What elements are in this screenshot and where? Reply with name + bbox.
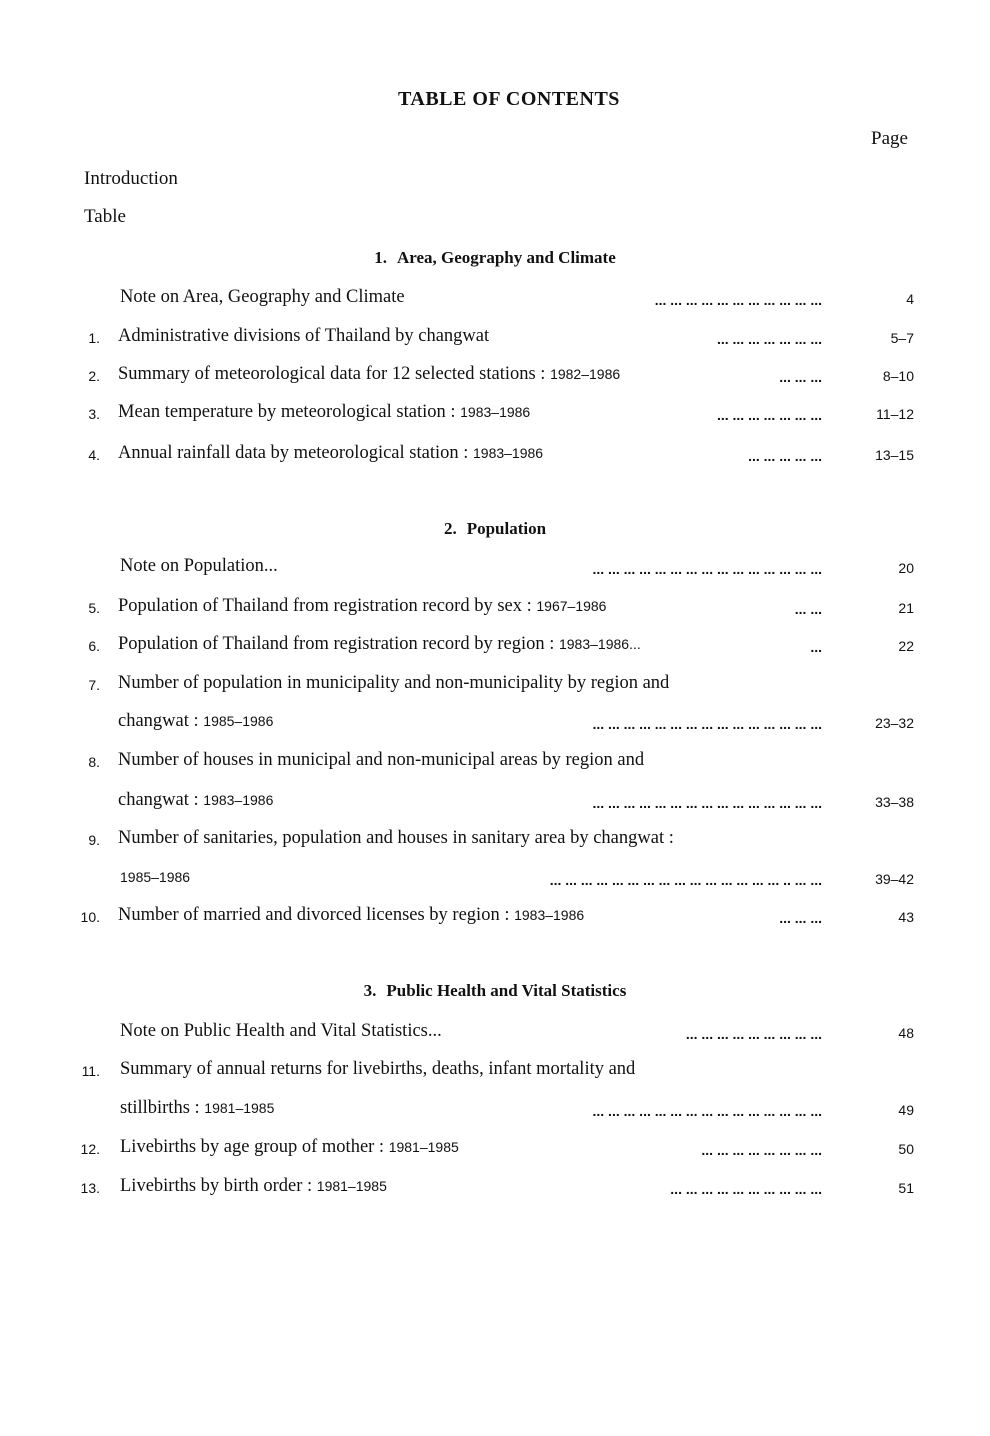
dot-leader: ... ... bbox=[794, 601, 822, 617]
section-title: Public Health and Vital Statistics bbox=[386, 981, 627, 1000]
dot-leader: ... ... ... ... ... ... ... ... ... ... ... bbox=[654, 292, 822, 308]
toc-entry[interactable] bbox=[0, 402, 990, 430]
entry-title-continued: changwat : 1983–1986 bbox=[118, 790, 274, 810]
year-range: 1981–1985 bbox=[388, 1139, 459, 1155]
page-title: TABLE OF CONTENTS bbox=[398, 88, 620, 110]
toc-entry-continuation[interactable] bbox=[0, 1098, 990, 1126]
page-number: 13–15 bbox=[875, 447, 914, 463]
page-number: 20 bbox=[898, 560, 914, 576]
table-number: 4. bbox=[88, 447, 100, 463]
table-number: 8. bbox=[88, 754, 100, 770]
section-heading-1 bbox=[0, 248, 990, 268]
page-number: 43 bbox=[898, 909, 914, 925]
entry-title: Summary of annual returns for livebirths, deaths, infant mortality and bbox=[120, 1059, 636, 1079]
year-range: 1983–1986 bbox=[514, 907, 585, 923]
toc-entry[interactable] bbox=[0, 326, 990, 354]
section-heading-2 bbox=[0, 519, 990, 539]
page-number: 39–42 bbox=[875, 871, 914, 887]
entry-title: Summary of meteorological data for 12 selected stations : 1982–1986 bbox=[118, 364, 621, 384]
year-range: 1985–1986 bbox=[203, 713, 274, 729]
dot-leader: ... ... ... ... ... ... ... ... ... ... ... ... ... ... ... bbox=[592, 1103, 822, 1119]
year-range: 1981–1985 bbox=[316, 1178, 387, 1194]
dot-leader: ... ... ... ... ... bbox=[748, 448, 822, 464]
toc-entry[interactable] bbox=[0, 596, 990, 624]
toc-entry[interactable] bbox=[0, 905, 990, 933]
toc-entry[interactable] bbox=[0, 287, 990, 315]
table-number: 10. bbox=[80, 909, 100, 925]
dot-leader: ... ... ... ... ... ... ... ... bbox=[701, 1142, 822, 1158]
table-label: Table bbox=[84, 206, 126, 227]
year-range: 1983–1986 bbox=[473, 445, 544, 461]
page-number: 5–7 bbox=[890, 330, 914, 346]
toc-entry[interactable] bbox=[0, 1021, 990, 1049]
dot-leader: ... ... ... ... ... ... ... ... ... bbox=[685, 1026, 822, 1042]
toc-entry[interactable] bbox=[0, 634, 990, 662]
table-number: 5. bbox=[88, 600, 100, 616]
toc-entry[interactable] bbox=[0, 556, 990, 584]
section-number: 1. bbox=[374, 248, 387, 267]
toc-entry-continuation[interactable] bbox=[0, 711, 990, 739]
toc-entry[interactable] bbox=[0, 1137, 990, 1165]
table-number: 3. bbox=[88, 406, 100, 422]
dot-leader: ... ... ... ... ... ... ... ... ... ... ... ... ... ... ... bbox=[592, 795, 822, 811]
section-title: Area, Geography and Climate bbox=[396, 248, 616, 267]
table-number: 11. bbox=[81, 1063, 100, 1079]
entry-title: Administrative divisions of Thailand by changwat bbox=[118, 326, 490, 346]
table-number: 9. bbox=[88, 832, 100, 848]
toc-entry[interactable] bbox=[0, 673, 990, 701]
dot-leader: ... ... ... ... ... ... ... bbox=[716, 407, 822, 423]
page-number: 50 bbox=[898, 1141, 914, 1157]
dot-leader: ... ... ... bbox=[779, 910, 822, 926]
dot-leader: ... ... ... ... ... ... ... bbox=[716, 331, 822, 347]
entry-title: Number of population in municipality and non-municipality by region and bbox=[118, 673, 670, 693]
table-number: 7. bbox=[88, 677, 100, 693]
toc-entry-continuation[interactable] bbox=[0, 790, 990, 818]
entry-title-continued bbox=[120, 867, 190, 888]
introduction-link[interactable]: Introduction bbox=[84, 168, 178, 189]
entry-title: Livebirths by age group of mother : 1981–1985 bbox=[120, 1137, 459, 1157]
page-column-label: Page bbox=[871, 128, 908, 149]
year-range: 1983–1986 bbox=[203, 792, 274, 808]
page-number: 22 bbox=[898, 638, 914, 654]
entry-title-continued: changwat : 1985–1986 bbox=[118, 711, 274, 731]
page-number: 8–10 bbox=[882, 368, 914, 384]
table-number: 2. bbox=[88, 368, 100, 384]
toc-entry[interactable] bbox=[0, 828, 990, 856]
entry-title: Number of houses in municipal and non-municipal areas by region and bbox=[118, 750, 645, 770]
entry-title: Note on Population... bbox=[120, 556, 278, 576]
year-range: 1981–1985 bbox=[204, 1100, 275, 1116]
table-number: 1. bbox=[88, 330, 100, 346]
section-heading-3 bbox=[0, 981, 990, 1001]
section-number: 3. bbox=[363, 981, 377, 1000]
entry-title: Note on Area, Geography and Climate bbox=[120, 287, 405, 307]
dot-leader: ... ... ... bbox=[779, 369, 822, 385]
toc-entry-continuation[interactable] bbox=[0, 867, 990, 895]
year-range: 1982–1986 bbox=[550, 366, 621, 382]
dot-leader: ... bbox=[810, 639, 822, 655]
section-number: 2. bbox=[443, 519, 457, 538]
page-number: 21 bbox=[898, 600, 914, 616]
table-number: 13. bbox=[80, 1180, 100, 1196]
entry-title: Livebirths by birth order : 1981–1985 bbox=[120, 1176, 387, 1196]
page-number: 4 bbox=[906, 291, 914, 307]
toc-entry[interactable] bbox=[0, 443, 990, 471]
entry-title: Mean temperature by meteorological station : 1983–1986 bbox=[118, 402, 531, 422]
toc-entry[interactable] bbox=[0, 750, 990, 778]
toc-entry[interactable] bbox=[0, 1176, 990, 1204]
entry-title: Population of Thailand from registration record by region : 1983–1986... bbox=[118, 634, 641, 654]
table-number: 6. bbox=[88, 638, 100, 654]
page-number: 11–12 bbox=[876, 406, 914, 422]
dot-leader: ... ... ... ... ... ... ... ... ... ... ... ... ... ... ... bbox=[592, 716, 822, 732]
year-range: 1985–1986 bbox=[120, 869, 191, 885]
entry-title-continued: stillbirths : 1981–1985 bbox=[120, 1098, 275, 1118]
year-range: 1983–1986 bbox=[460, 404, 531, 420]
dot-leader: ... ... ... ... ... ... ... ... ... ... ... ... ... ... ... bbox=[592, 561, 822, 577]
dot-leader: ... ... ... ... ... ... ... ... ... ... ... ... ... ... ... .. ... ... bbox=[549, 872, 822, 888]
table-number: 12. bbox=[80, 1141, 100, 1157]
entry-title: Annual rainfall data by meteorological station : 1983–1986 bbox=[118, 443, 544, 463]
page-number: 48 bbox=[898, 1025, 914, 1041]
entry-title: Note on Public Health and Vital Statistics... bbox=[120, 1021, 442, 1041]
year-range: 1967–1986 bbox=[536, 598, 607, 614]
page-number: 23–32 bbox=[875, 715, 914, 731]
toc-entry[interactable] bbox=[0, 364, 990, 392]
entry-title: Population of Thailand from registration record by sex : 1967–1986 bbox=[118, 596, 607, 616]
toc-entry[interactable] bbox=[0, 1059, 990, 1087]
page-number: 33–38 bbox=[875, 794, 914, 810]
page-number: 51 bbox=[898, 1180, 914, 1196]
page-number: 49 bbox=[898, 1102, 914, 1118]
dot-leader: ... ... ... ... ... ... ... ... ... ... bbox=[670, 1181, 822, 1197]
entry-title: Number of married and divorced licenses by region : 1983–1986 bbox=[118, 905, 585, 925]
year-range: 1983–1986... bbox=[558, 636, 641, 652]
entry-title: Number of sanitaries, population and houses in sanitary area by changwat : bbox=[118, 828, 674, 848]
section-title: Population bbox=[466, 519, 547, 538]
